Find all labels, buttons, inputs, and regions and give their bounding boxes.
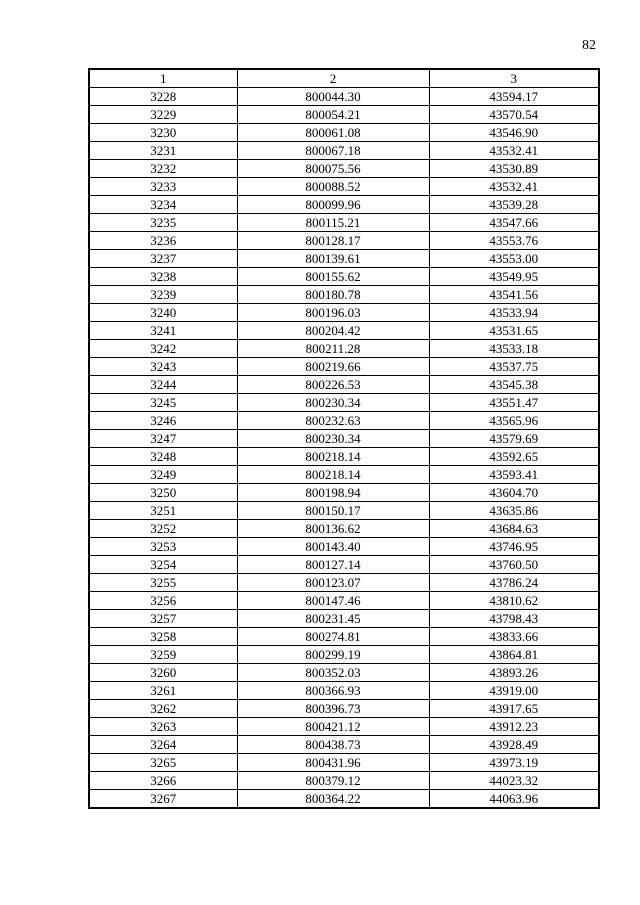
table-cell-col-3: 43893.26	[429, 664, 599, 682]
table-row	[89, 160, 599, 178]
table-row	[89, 232, 599, 250]
table-cell-col-2: 800364.22	[237, 790, 429, 809]
table-cell-col-2: 800054.21	[237, 106, 429, 124]
table-cell-col-1: 3249	[89, 466, 237, 484]
table-cell-col-2: 800274.81	[237, 628, 429, 646]
table-cell-col-2: 800075.56	[237, 160, 429, 178]
table-cell-col-1: 3259	[89, 646, 237, 664]
table-cell-col-1: 3262	[89, 700, 237, 718]
table-cell-col-1: 3258	[89, 628, 237, 646]
table-row	[89, 592, 599, 610]
table-cell-col-3: 43810.62	[429, 592, 599, 610]
table-cell-col-3: 43864.81	[429, 646, 599, 664]
table-row	[89, 466, 599, 484]
table-cell-col-2: 800218.14	[237, 466, 429, 484]
table-cell-col-3: 43532.41	[429, 142, 599, 160]
table-cell-col-2: 800127.14	[237, 556, 429, 574]
table-cell-col-1: 3267	[89, 790, 237, 809]
table-cell-col-2: 800438.73	[237, 736, 429, 754]
table-row	[89, 718, 599, 736]
table-cell-col-1: 3244	[89, 376, 237, 394]
table-row	[89, 502, 599, 520]
table-cell-col-3: 43541.56	[429, 286, 599, 304]
table-cell-col-2: 800230.34	[237, 394, 429, 412]
table-cell-col-1: 3238	[89, 268, 237, 286]
table-cell-col-2: 800230.34	[237, 430, 429, 448]
table-row	[89, 142, 599, 160]
table-cell-col-2: 800204.42	[237, 322, 429, 340]
table-row	[89, 538, 599, 556]
table-cell-col-1: 3246	[89, 412, 237, 430]
table-cell-col-1: 3251	[89, 502, 237, 520]
table-cell-col-1: 3239	[89, 286, 237, 304]
table-row	[89, 664, 599, 682]
table-cell-col-2: 800150.17	[237, 502, 429, 520]
table-cell-col-3: 43760.50	[429, 556, 599, 574]
table-cell-col-2: 800379.12	[237, 772, 429, 790]
table-row	[89, 448, 599, 466]
table-row	[89, 682, 599, 700]
table-cell-col-2: 800136.62	[237, 520, 429, 538]
table-cell-col-2: 800139.61	[237, 250, 429, 268]
table-cell-col-1: 3228	[89, 88, 237, 106]
table-cell-col-3: 43594.17	[429, 88, 599, 106]
table-cell-col-1: 3255	[89, 574, 237, 592]
table-cell-col-2: 800431.96	[237, 754, 429, 772]
table-cell-col-2: 800396.73	[237, 700, 429, 718]
table-cell-col-3: 43553.76	[429, 232, 599, 250]
table-cell-col-2: 800088.52	[237, 178, 429, 196]
table-cell-col-3: 43833.66	[429, 628, 599, 646]
table-cell-col-3: 43532.41	[429, 178, 599, 196]
table-cell-col-1: 3241	[89, 322, 237, 340]
table-cell-col-1: 3250	[89, 484, 237, 502]
table-cell-col-2: 800299.19	[237, 646, 429, 664]
table-cell-col-3: 43593.41	[429, 466, 599, 484]
table-cell-col-2: 800180.78	[237, 286, 429, 304]
table-cell-col-2: 800231.45	[237, 610, 429, 628]
table-cell-col-1: 3261	[89, 682, 237, 700]
table-cell-col-1: 3240	[89, 304, 237, 322]
table-row	[89, 214, 599, 232]
table-cell-col-2: 800421.12	[237, 718, 429, 736]
table-row	[89, 646, 599, 664]
table-cell-col-1: 3231	[89, 142, 237, 160]
table-row	[89, 376, 599, 394]
table-cell-col-1: 3252	[89, 520, 237, 538]
table-row	[89, 430, 599, 448]
table-cell-col-3: 43579.69	[429, 430, 599, 448]
table-cell-col-2: 800044.30	[237, 88, 429, 106]
table-row	[89, 250, 599, 268]
table-row	[89, 106, 599, 124]
table-cell-col-3: 44023.32	[429, 772, 599, 790]
table-cell-col-3: 43553.00	[429, 250, 599, 268]
table-header-row	[89, 69, 599, 88]
table-cell-col-3: 43928.49	[429, 736, 599, 754]
table-cell-col-3: 43565.96	[429, 412, 599, 430]
table-row	[89, 268, 599, 286]
table-cell-col-2: 800123.07	[237, 574, 429, 592]
table-cell-col-2: 800211.28	[237, 340, 429, 358]
table-row	[89, 754, 599, 772]
coordinates-table	[88, 68, 600, 809]
table-cell-col-1: 3245	[89, 394, 237, 412]
column-header-3: 3	[429, 69, 599, 88]
table-row	[89, 736, 599, 754]
table-row	[89, 610, 599, 628]
table-row	[89, 484, 599, 502]
table-row	[89, 340, 599, 358]
table-row	[89, 178, 599, 196]
table-cell-col-2: 800143.40	[237, 538, 429, 556]
table-cell-col-3: 43592.65	[429, 448, 599, 466]
table-cell-col-3: 43549.95	[429, 268, 599, 286]
table-cell-col-3: 43604.70	[429, 484, 599, 502]
table-cell-col-1: 3229	[89, 106, 237, 124]
table-cell-col-1: 3234	[89, 196, 237, 214]
table-cell-col-3: 43798.43	[429, 610, 599, 628]
table-row	[89, 322, 599, 340]
table-row	[89, 556, 599, 574]
table-cell-col-2: 800196.03	[237, 304, 429, 322]
table-cell-col-1: 3253	[89, 538, 237, 556]
table-cell-col-1: 3248	[89, 448, 237, 466]
table-cell-col-2: 800115.21	[237, 214, 429, 232]
table-cell-col-3: 43547.66	[429, 214, 599, 232]
table-cell-col-1: 3264	[89, 736, 237, 754]
table-cell-col-2: 800128.17	[237, 232, 429, 250]
table-row	[89, 700, 599, 718]
table-row	[89, 124, 599, 142]
table-row	[89, 772, 599, 790]
table-cell-col-3: 43531.65	[429, 322, 599, 340]
table-row	[89, 88, 599, 106]
table-cell-col-1: 3260	[89, 664, 237, 682]
table-cell-col-1: 3237	[89, 250, 237, 268]
table-cell-col-1: 3247	[89, 430, 237, 448]
table-row	[89, 574, 599, 592]
table-cell-col-3: 43973.19	[429, 754, 599, 772]
table-row	[89, 520, 599, 538]
table-cell-col-3: 44063.96	[429, 790, 599, 809]
table-cell-col-2: 800219.66	[237, 358, 429, 376]
table-cell-col-3: 43533.18	[429, 340, 599, 358]
table-row	[89, 304, 599, 322]
table-cell-col-3: 43530.89	[429, 160, 599, 178]
table-cell-col-3: 43684.63	[429, 520, 599, 538]
table-cell-col-2: 800155.62	[237, 268, 429, 286]
table-row	[89, 394, 599, 412]
table-cell-col-3: 43917.65	[429, 700, 599, 718]
table-cell-col-3: 43912.23	[429, 718, 599, 736]
table-row	[89, 412, 599, 430]
column-header-2: 2	[237, 69, 429, 88]
table-cell-col-1: 3266	[89, 772, 237, 790]
table-cell-col-3: 43919.00	[429, 682, 599, 700]
table-cell-col-3: 43546.90	[429, 124, 599, 142]
table-cell-col-1: 3263	[89, 718, 237, 736]
table-cell-col-2: 800232.63	[237, 412, 429, 430]
table-cell-col-3: 43537.75	[429, 358, 599, 376]
table-cell-col-1: 3243	[89, 358, 237, 376]
table-cell-col-1: 3232	[89, 160, 237, 178]
table-cell-col-2: 800366.93	[237, 682, 429, 700]
table-cell-col-1: 3235	[89, 214, 237, 232]
table-cell-col-3: 43635.86	[429, 502, 599, 520]
column-header-1: 1	[89, 69, 237, 88]
table-cell-col-1: 3242	[89, 340, 237, 358]
table-cell-col-3: 43570.54	[429, 106, 599, 124]
table-cell-col-3: 43533.94	[429, 304, 599, 322]
table-cell-col-2: 800067.18	[237, 142, 429, 160]
table-row	[89, 196, 599, 214]
table-cell-col-3: 43746.95	[429, 538, 599, 556]
table-cell-col-1: 3230	[89, 124, 237, 142]
table-cell-col-3: 43786.24	[429, 574, 599, 592]
table-cell-col-2: 800226.53	[237, 376, 429, 394]
table-cell-col-2: 800198.94	[237, 484, 429, 502]
table-row	[89, 286, 599, 304]
table-body	[89, 88, 599, 809]
table-cell-col-2: 800147.46	[237, 592, 429, 610]
table-cell-col-2: 800061.08	[237, 124, 429, 142]
table-cell-col-3: 43539.28	[429, 196, 599, 214]
table-row	[89, 790, 599, 809]
table-cell-col-1: 3233	[89, 178, 237, 196]
table-cell-col-3: 43545.38	[429, 376, 599, 394]
table-cell-col-2: 800218.14	[237, 448, 429, 466]
table-row	[89, 628, 599, 646]
table-cell-col-2: 800352.03	[237, 664, 429, 682]
table-cell-col-1: 3265	[89, 754, 237, 772]
table-cell-col-2: 800099.96	[237, 196, 429, 214]
table-cell-col-1: 3256	[89, 592, 237, 610]
table-cell-col-1: 3257	[89, 610, 237, 628]
page-number: 82	[582, 38, 596, 53]
table-cell-col-1: 3236	[89, 232, 237, 250]
table-cell-col-3: 43551.47	[429, 394, 599, 412]
table-row	[89, 358, 599, 376]
table-cell-col-1: 3254	[89, 556, 237, 574]
